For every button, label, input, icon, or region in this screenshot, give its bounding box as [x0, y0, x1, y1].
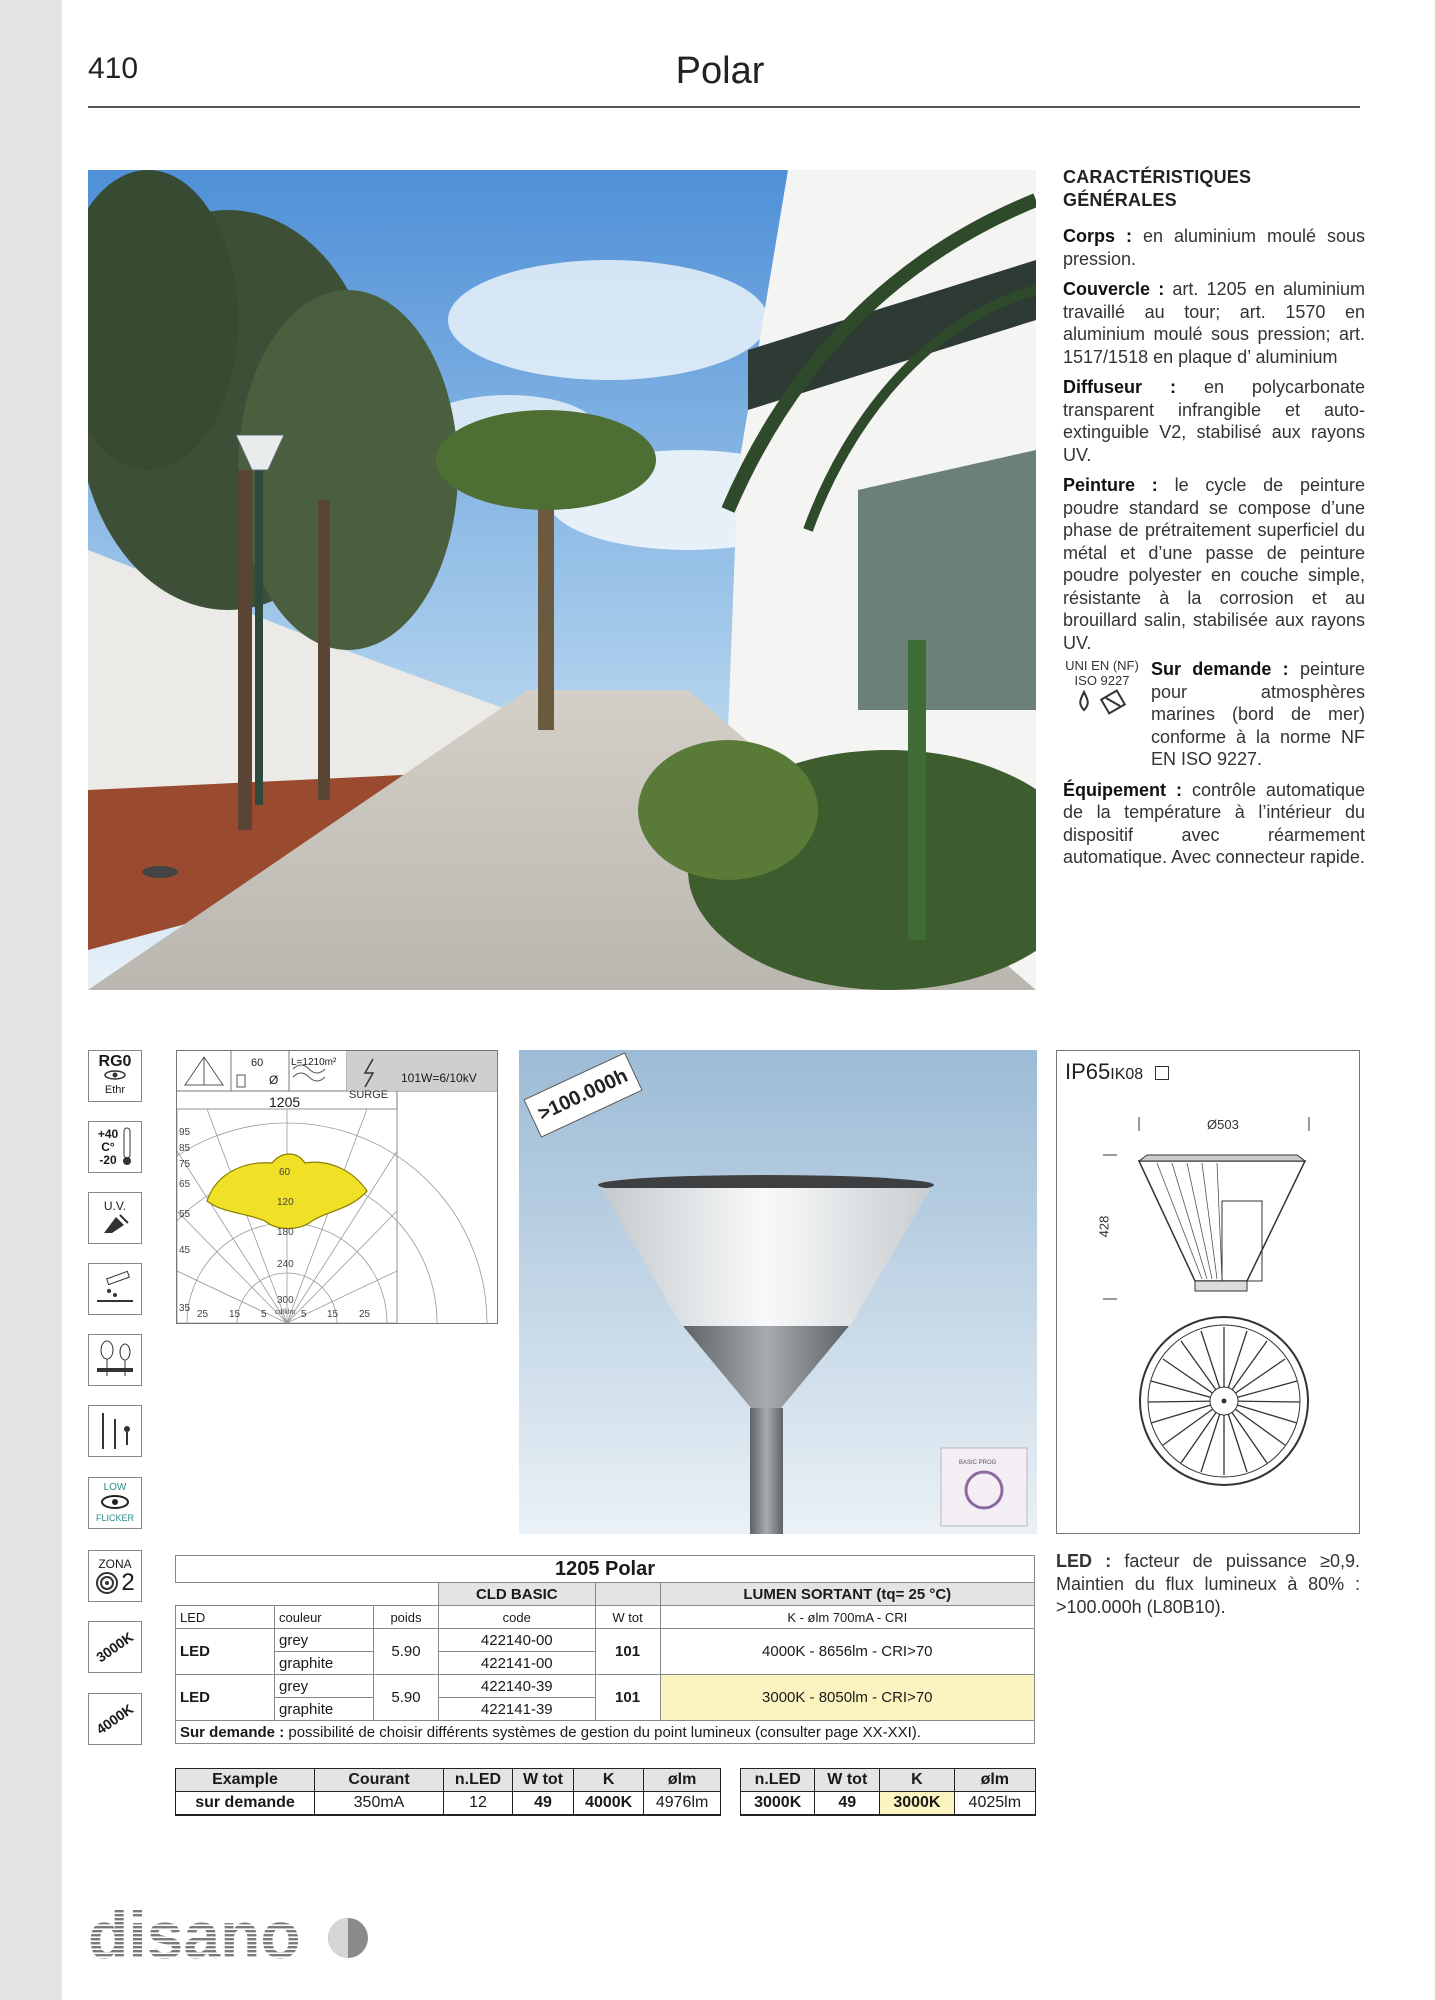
spec-diffuseur: Diffuseur : en polycarbonate transparent infrangible et auto-extinguible V2, stabilisé aux rayons UV.	[1063, 377, 1365, 465]
table-row: LED grey 5.90 422140-00 101 4000K - 8656lm - CRI>70	[176, 1629, 1035, 1652]
low-flicker-icon: LOW FLICKER	[88, 1477, 142, 1529]
side-margin-band	[0, 0, 62, 2000]
street-application-icon	[88, 1405, 142, 1457]
cct-4000k-icon: 4000K	[88, 1693, 142, 1745]
dimension-drawing: IP65IK08 Ø503 428	[1056, 1050, 1360, 1534]
product-table: 1205 Polar CLD BASIC LUMEN SORTANT (tq= 25 °C) LED couleur poids code W tot K - ølm 700mA - CRI LED grey 5.90 422140-00 101 4000K - 8656lm - CRI>70 graphite 422141-00 LED grey 5.90 422140-39 101 3000K - 8050lm - CRI>70 graphite 422141-39 Sur demande : possibilité de choisir différents systèmes de gestion du point lumineux (consulter page XX-XXI).	[175, 1555, 1035, 1744]
group-cld-basic: CLD BASIC	[439, 1583, 596, 1606]
cct-3000k-icon: 3000K	[88, 1621, 142, 1673]
spec-couvercle: Couvercle : art. 1205 en aluminium travaillé au tour; art. 1570 en aluminium moulé sous pression; art. 1517/1518 en plaque d’ aluminium	[1063, 279, 1365, 367]
product-photo: >100.000h BASIC PROG	[519, 1050, 1037, 1534]
iso-9227-badge: UNI EN (NF) ISO 9227	[1063, 658, 1141, 771]
installation-photo	[88, 170, 1036, 990]
table-footer-note: Sur demande : possibilité de choisir différents systèmes de gestion du point lumineux (consulter page XX-XXI).	[176, 1721, 1035, 1744]
ip-rating: IP65IK08	[1065, 1059, 1169, 1085]
lifetime-badge: >100.000h	[523, 1052, 642, 1137]
temperature-range-icon: +40 C° -20	[88, 1121, 142, 1173]
spec-sur-demande: UNI EN (NF) ISO 9227 Sur demande : peinture pour atmosphères marines (bord de mer) conforme à la norme NF EN ISO 9227.	[1063, 658, 1365, 771]
spec-corps: Corps : en aluminium moulé sous pression.	[1063, 226, 1365, 269]
page-title: Polar	[675, 50, 765, 92]
park-application-icon	[88, 1334, 142, 1386]
spec-equipement: Équipement : contrôle automatique de la température à l’intérieur du dispositif avec réarmement automatique. Avec connecteur rapide.	[1063, 779, 1365, 867]
photometric-diagram: 60 L=1210m² Ø SURGE 101W=6/10kV 1205 95 85 75 65 55 45 35 25 15 5 5 15 25 60 120 180 240 300 cd/klm	[176, 1050, 498, 1324]
example-table-3000k: n.LED W tot K ølm 3000K 49 3000K 4025lm	[740, 1768, 1036, 1816]
table-row: LED grey 5.90 422140-39 101 3000K - 8050lm - CRI>70	[176, 1675, 1035, 1698]
example-table: Example Courant n.LED W tot K ølm sur demande 350mA 12 49 4000K 4976lm	[175, 1768, 721, 1816]
salt-spray-icon	[1070, 688, 1134, 718]
header-divider	[88, 106, 1360, 108]
spec-peinture: Peinture : le cycle de peinture poudre standard se compose d’une phase de prétraitement superficiel du métal et d’une passe de peinture poudre polyester en couche simple, résistante à la corrosion et au brouillard salin, stabilisée aux rayons UV.	[1063, 475, 1365, 653]
polar-scale-labels: 95 85 75 65 55 45 35 25 15 5 5 15 25 60 120 180 240 300 cd/klm	[179, 1127, 371, 1320]
uv-resistance-icon: U.V.	[88, 1192, 142, 1244]
cleaning-icon	[88, 1263, 142, 1315]
led-note: LED : facteur de puissance ≥0,9. Maintien du flux lumineux à 80% : >100.000h (L80B10).	[1056, 1551, 1360, 1617]
disano-logo	[88, 1898, 378, 1973]
logo-wordmark: disano	[88, 1898, 301, 1968]
table-title: 1205 Polar	[176, 1556, 1035, 1583]
general-characteristics	[1063, 166, 1365, 877]
group-lumen: LUMEN SORTANT (tq= 25 °C)	[660, 1583, 1034, 1606]
rg0-photobiological-icon: RG0 Ethr	[88, 1050, 142, 1102]
page-number: 410	[88, 52, 139, 85]
specs-heading: CARACTÉRISTIQUES GÉNÉRALES	[1063, 167, 1252, 210]
zona-2-icon: ZONA 2	[88, 1550, 142, 1602]
